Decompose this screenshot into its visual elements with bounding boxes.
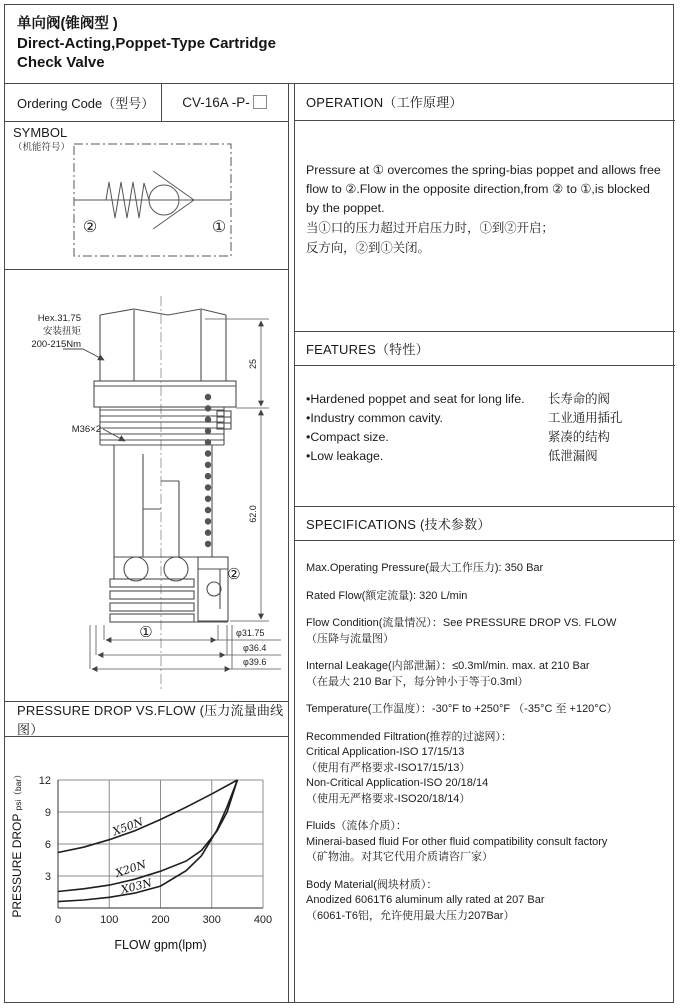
page-title-zh: 单向阀(锥阀型 ) xyxy=(17,16,118,32)
ordering-code-label: Ordering Code（型号） xyxy=(17,95,155,111)
feature-en: •Compact size. xyxy=(306,430,389,444)
torque-value-label: 200-215Nm xyxy=(31,339,81,350)
x-axis-title: FLOW gpm(lpm) xyxy=(114,938,207,952)
curve-x20n xyxy=(58,780,237,892)
feature-row xyxy=(306,409,663,428)
pressure-drop-flow-chart xyxy=(5,737,288,1003)
curve-label-x50n: X50N xyxy=(110,815,145,839)
spec-line: Flow Condition(流量情况）：See PRESSURE DROP VS. FLOW xyxy=(306,617,617,629)
title-block xyxy=(17,15,276,72)
spec-line: Temperature(工作温度）：-30°F to +250°F （-35°C 至 +120°C） xyxy=(306,703,618,715)
feature-zh: 紧凑的结构 xyxy=(548,430,610,444)
spec-line: （压降与流量图） xyxy=(306,632,394,645)
x-tick-label: 100 xyxy=(100,914,119,926)
drawing-port-2-label: ② xyxy=(227,566,241,583)
operation-body xyxy=(294,121,675,331)
spec-line: （在最大 210 Bar下，每分钟小于等于0.3ml） xyxy=(306,675,529,688)
operation-text-zh-2: 反方向，②到①关闭。 xyxy=(306,241,430,255)
spec-internal-leakage xyxy=(306,659,665,690)
spec-line: Anodized 6061T6 aluminum ally rated at 207 Bar xyxy=(306,894,545,906)
feature-en: •Industry common cavity. xyxy=(306,411,444,425)
y-tick-label: 12 xyxy=(38,775,51,787)
x-tick-label: 0 xyxy=(54,914,62,926)
spec-flow-condition xyxy=(306,616,665,647)
valve-cross-section-drawing xyxy=(5,269,288,701)
y-tick-label: 9 xyxy=(44,807,51,819)
operation-heading: OPERATION（工作原理） xyxy=(306,95,463,110)
hex-size-label: Hex.31.75 xyxy=(37,313,81,324)
spec-line: （使用无严格要求-ISO20/18/14） xyxy=(306,792,471,805)
feature-zh: 工业通用插孔 xyxy=(548,411,623,425)
divider xyxy=(288,83,289,1003)
ordering-code-value xyxy=(161,83,288,121)
specifications-section-header xyxy=(294,506,675,541)
valve-body-outline xyxy=(94,309,236,579)
operation-text-en: Pressure at ① overcomes the spring-bias poppet and allows free flow to ②.Flow in the opposite direction,from ② to ①,is blocked by the poppet. xyxy=(306,163,661,215)
dia-36-4-label: φ36.4 xyxy=(243,643,267,653)
features-body xyxy=(294,366,675,506)
feature-row xyxy=(306,390,663,409)
symbol-subtitle: （机能符号） xyxy=(13,142,71,153)
thread-callout xyxy=(72,424,125,441)
spec-line: Internal Leakage(内部泄漏）：≤0.3ml/min. max. at 210 Bar xyxy=(306,660,590,672)
valve-nose-details xyxy=(110,557,228,622)
feature-en: •Hardened poppet and seat for long life. xyxy=(306,392,525,406)
pressure-drop-heading: PRESSURE DROP VS.FLOW (压力流量曲线图） xyxy=(17,703,284,737)
dim-25-label: 25 xyxy=(248,358,258,370)
spec-line: （矿物油。对其它代用介质请咨厂家） xyxy=(306,851,493,863)
thread-size-label: M36×2 xyxy=(71,424,101,435)
specifications-heading: SPECIFICATIONS (技术参数） xyxy=(306,517,491,532)
mounting-torque-label: 安装扭矩 xyxy=(42,326,81,337)
dia-39-6-label: φ39.6 xyxy=(243,657,267,667)
x-tick-label: 200 xyxy=(151,914,170,926)
spec-filtration xyxy=(306,730,665,808)
operation-section-header xyxy=(294,83,675,121)
spec-fluids xyxy=(306,819,665,866)
pressure-drop-section-header xyxy=(5,701,288,737)
symbol-port-2-label: ② xyxy=(82,219,98,236)
check-valve-symbol-diagram xyxy=(5,121,288,269)
spec-line: Critical Application-ISO 17/15/13 xyxy=(306,746,465,758)
spec-body-material xyxy=(306,878,665,925)
features-section-header xyxy=(294,331,675,366)
ordering-code-text: CV-16A -P- xyxy=(182,94,250,110)
feature-en: •Low leakage. xyxy=(306,449,384,463)
spec-line: Rated Flow(额定流量): 320 L/min xyxy=(306,589,468,602)
ordering-code-blank-box xyxy=(253,95,267,109)
spec-line: Recommended Filtration(推荐的过滤网）： xyxy=(306,730,512,743)
features-heading: FEATURES（特性） xyxy=(306,342,429,357)
spec-rated-flow xyxy=(306,589,665,605)
feature-row xyxy=(306,428,663,447)
y-tick-label: 6 xyxy=(44,839,51,851)
spec-line: Minerai-based fluid For other fluid compatibility consult factory xyxy=(306,835,608,848)
specifications-body xyxy=(294,541,675,1003)
dim-62-label: 62.0 xyxy=(248,505,258,523)
spec-line: Max.Operating Pressure(最大工作压力): 350 Bar xyxy=(306,562,544,574)
feature-zh: 长寿命的阀 xyxy=(548,392,610,406)
symbol-port-1-label: ① xyxy=(211,219,227,236)
page-title-en-line1: Direct-Acting,Poppet-Type Cartridge xyxy=(17,35,276,52)
x-tick-label: 300 xyxy=(202,914,221,926)
y-axis-title: PRESSURE DROP psi（bar） xyxy=(10,770,24,918)
spec-temperature xyxy=(306,702,665,718)
curve-label-x03n: X03N xyxy=(119,876,154,897)
datasheet-page xyxy=(4,4,674,1003)
curve-label-x20n: X20N xyxy=(113,857,148,880)
drawing-port-1-label: ① xyxy=(139,624,153,641)
dia-31-75-label: φ31.75 xyxy=(236,628,265,638)
spec-line: Non-Critical Application-ISO 20/18/14 xyxy=(306,777,489,789)
feature-zh: 低泄漏阀 xyxy=(548,449,598,463)
operation-text-zh-1: 当①口的压力超过开启压力时，①到②开启； xyxy=(306,221,554,235)
spec-line: Body Material(阀块材质）： xyxy=(306,878,438,891)
hex-torque-callout xyxy=(31,313,104,360)
page-title-en-line2: Check Valve xyxy=(17,54,105,71)
y-tick-label: 3 xyxy=(44,871,51,883)
spec-line: （6061-T6铝，允许使用最大压力207Bar） xyxy=(306,909,515,922)
x-tick-label: 400 xyxy=(253,914,273,926)
spec-max-pressure xyxy=(306,561,665,577)
spec-line: （使用有严格要求-ISO17/15/13） xyxy=(306,761,471,774)
symbol-title: SYMBOL xyxy=(13,125,68,140)
feature-row xyxy=(306,447,663,466)
spec-line: Fluids（流体介质）： xyxy=(306,820,407,832)
